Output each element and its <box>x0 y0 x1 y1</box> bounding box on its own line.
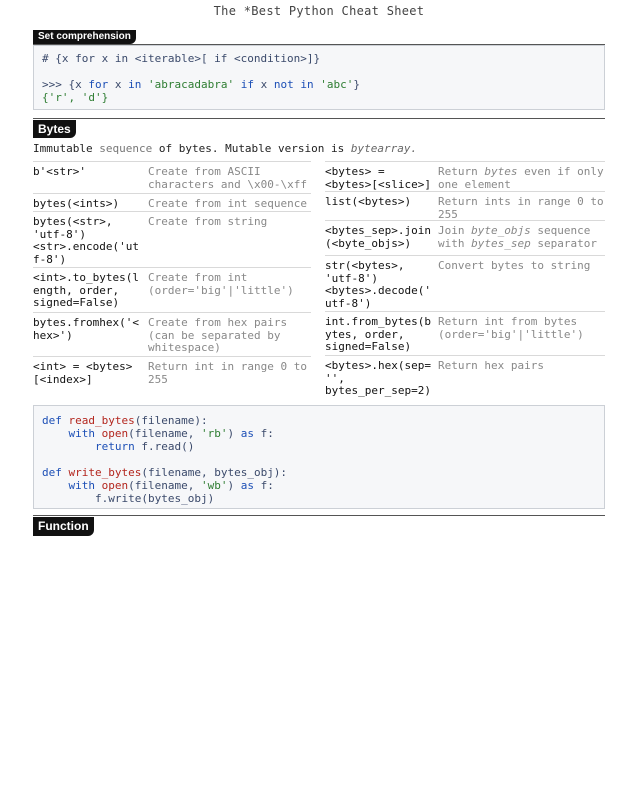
code-token: (filename, bytes_obj): <box>141 466 288 479</box>
code-comment: # {x for x in <iterable>[ if <condition>]} <box>42 52 321 65</box>
code-keyword: if <box>240 78 254 91</box>
table-row <box>325 255 605 312</box>
row-code: <int>.to_bytes(l ength, order, signed=False) <box>33 271 139 309</box>
set-comprehension-heading: Set comprehension <box>33 30 136 44</box>
row-code: str(<bytes>, 'utf-8') <bytes>.decode(' utf-8') <box>325 259 431 310</box>
table-row <box>33 161 311 196</box>
table-row <box>325 220 605 255</box>
code-string: 'abracadabra' <box>148 78 235 91</box>
code-token: (filename, <box>128 427 195 440</box>
code-token: x <box>114 78 122 91</box>
desc-text: separator <box>537 236 597 250</box>
set-comprehension-code <box>33 45 605 110</box>
code-keyword: with <box>68 479 95 492</box>
row-desc: Create from int sequence <box>148 197 307 210</box>
code-keyword: as <box>240 479 254 492</box>
code-token: f.read() <box>141 440 195 453</box>
function-heading: Function <box>33 517 94 536</box>
code-token: ) <box>227 479 235 492</box>
code-output: {'r', 'd'} <box>42 91 109 104</box>
intro-text: of bytes. Mutable version is <box>158 142 345 155</box>
code-keyword: return <box>94 440 135 453</box>
row-code: b'<str>' <box>33 165 86 178</box>
code-token: } <box>353 78 360 91</box>
row-desc: Create from ASCII characters and \x00-\xff <box>148 165 307 191</box>
code-string: 'abc' <box>320 78 354 91</box>
row-desc: Return int from bytes (order='big'|'little') <box>438 315 584 341</box>
row-desc <box>438 166 604 191</box>
row-code: bytes(<str>, 'utf-8') <str>.encode('ut f-8') <box>33 215 139 266</box>
code-function: open <box>101 479 129 492</box>
row-desc: Return hex pairs <box>438 359 544 372</box>
row-desc: Create from int (order='big'|'little') <box>148 271 294 297</box>
bytes-intro <box>33 142 417 155</box>
row-code: int.from_bytes(b ytes, order, signed=False) <box>325 315 431 353</box>
code-keyword: for <box>88 78 109 91</box>
table-row <box>325 311 605 356</box>
row-code: <int> = <bytes> [<index>] <box>33 360 133 386</box>
code-keyword: with <box>68 427 95 440</box>
code-token: {x <box>68 78 82 91</box>
row-desc: Return int in range 0 to 255 <box>148 360 307 386</box>
row-desc: Create from hex pairs (can be separated by whitespace) <box>148 316 288 354</box>
desc-text: even if only one element <box>438 165 604 191</box>
page-title: The *Best Python Cheat Sheet <box>213 4 425 18</box>
row-desc: Return ints in range 0 to 255 <box>438 195 604 221</box>
row-code: <bytes_sep>.join (<byte_objs>) <box>325 224 431 250</box>
code-keyword: def <box>42 414 62 427</box>
bytes-code-example <box>33 405 605 509</box>
code-function: read_bytes <box>68 414 135 427</box>
code-token: (filename): <box>134 414 208 427</box>
bytes-heading: Bytes <box>33 120 76 138</box>
section-divider <box>33 515 605 516</box>
intro-text: sequence <box>99 142 153 155</box>
row-code: bytes.fromhex('< hex>') <box>33 316 139 342</box>
table-row <box>325 355 605 400</box>
intro-text: Immutable <box>33 142 93 155</box>
code-keyword: as <box>240 427 254 440</box>
row-code: bytes(<ints>) <box>33 197 120 210</box>
desc-text: Return <box>438 165 478 178</box>
row-desc: Convert bytes to string <box>438 259 591 272</box>
code-token: f: <box>260 427 274 440</box>
code-function: write_bytes <box>68 466 142 479</box>
table-row <box>33 211 311 268</box>
desc-italic: byte_objs <box>471 224 531 237</box>
code-token: ) <box>227 427 235 440</box>
table-row <box>33 267 311 313</box>
code-token: x <box>260 78 268 91</box>
row-code: <bytes> = <bytes>[<slice>] <box>325 165 431 191</box>
code-string: 'rb' <box>200 427 228 440</box>
intro-text: bytearray. <box>350 142 418 155</box>
row-desc: Create from string <box>148 215 268 228</box>
row-code: list(<bytes>) <box>325 195 412 208</box>
desc-text: sequence with <box>438 224 591 250</box>
table-row <box>33 312 311 357</box>
desc-text: Join <box>438 224 465 237</box>
code-token: (filename, <box>128 479 195 492</box>
code-keyword: in <box>128 78 142 91</box>
code-keyword: not in <box>273 78 314 91</box>
code-token: f: <box>260 479 274 492</box>
code-prompt: >>> <box>42 78 62 91</box>
code-string: 'wb' <box>200 479 228 492</box>
desc-italic: bytes_sep <box>471 236 531 250</box>
section-divider <box>33 118 605 119</box>
row-code: <bytes>.hex(sep= '', bytes_per_sep=2) <box>325 359 431 397</box>
code-function: open <box>101 427 129 440</box>
table-row <box>33 356 311 397</box>
code-token: f.write(bytes_obj) <box>94 492 215 505</box>
code-keyword: def <box>42 466 62 479</box>
desc-italic: bytes <box>484 165 518 178</box>
table-row <box>325 161 605 194</box>
row-desc <box>438 225 597 250</box>
table-row <box>33 193 311 212</box>
